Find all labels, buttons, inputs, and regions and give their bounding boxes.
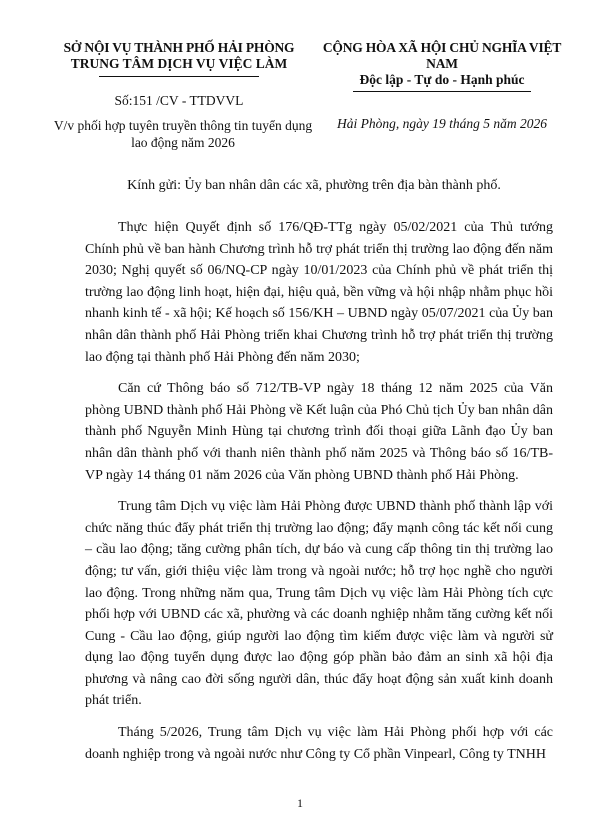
- document-body: [85, 217, 553, 775]
- subject-line-2: lao động năm 2026: [131, 135, 235, 150]
- document-subject: [44, 117, 322, 151]
- recipient-greeting: Kính gửi: Ủy ban nhân dân các xã, phường trên địa bàn thành phố.: [127, 178, 501, 193]
- national-title-block: [314, 40, 570, 92]
- national-motto: Độc lập - Tự do - Hạnh phúc: [359, 72, 525, 87]
- body-paragraph-2: Căn cứ Thông báo số 712/TB-VP ngày 18 tháng 12 năm 2025 của Văn phòng UBND thành phố Hải Phòng về Kết luận của Phó Chủ tịch Ủy ban nhân dân thành phố Nguyễn Minh Hùng tại chương trình đối thoại giữa Lãnh đạo Ủy ban nhân dân thành phố với thanh niên thành phố năm 2025 và Thông báo số 16/TB-VP ngày 14 tháng 01 năm 2026 của Văn phòng UBND thành phố Hải Phòng.: [85, 381, 553, 483]
- body-paragraph-1: Thực hiện Quyết định số 176/QĐ-TTg ngày 05/02/2021 của Thủ tướng Chính phủ về ban hành Chương trình hỗ trợ phát triển thị trường lao động đến năm 2030; Nghị quyết số 06/NQ-CP ngày 10/01/2023 của Chính phủ về phát triển thị trường lao động linh hoạt, hiện đại, hiệu quả, bền vững và hội nhập nhằm phục hồi nhanh kinh tế - xã hội; Kế hoạch số 156/KH – UBND ngày 05/07/2021 của Ủy ban nhân dân thành phố Hải Phòng triển khai Chương trình hỗ trợ phát triển thị trường lao động tại thành phố Hải Phòng đến năm 2030;: [85, 220, 553, 365]
- motto-underline: [353, 91, 531, 92]
- place-and-date: Hải Phòng, ngày 19 tháng 5 năm 2026: [337, 116, 547, 131]
- page-number: 1: [297, 796, 303, 810]
- issuing-agency-block: [44, 40, 314, 77]
- document-number: Số:151 /CV - TTDVVL: [114, 93, 244, 108]
- agency-underline: [99, 76, 259, 77]
- body-paragraph-3: Trung tâm Dịch vụ việc làm Hải Phòng được UBND thành phố thành lập với chức năng thúc đẩy phát triển thị trường lao động; đẩy mạnh công tác kết nối cung – cầu lao động; tăng cường phân tích, dự báo và cung cấp thông tin thị trường lao động; tư vấn, giới thiệu việc làm trong và ngoài nước; hỗ trợ học nghề cho người lao động. Trong những năm qua, Trung tâm Dịch vụ việc làm Hải Phòng tích cực phối hợp với UBND các xã, phường và các doanh nghiệp nhằm tăng cường kết nối Cung - Cầu lao động, giúp người lao động tìm kiếm được việc làm và người sử dụng lao động tuyển dụng được lao động góp phần bảo đảm an sinh xã hội địa phương và nâng cao đời sống người dân, thúc đẩy hoạt động sản xuất kinh doanh phát triển.: [85, 499, 553, 709]
- parent-agency-name: SỞ NỘI VỤ THÀNH PHỐ HẢI PHÒNG: [63, 40, 295, 55]
- issuing-agency-name: TRUNG TÂM DỊCH VỤ VIỆC LÀM: [70, 56, 288, 71]
- body-paragraph-4: Tháng 5/2026, Trung tâm Dịch vụ việc làm Hải Phòng phối hợp với các doanh nghiệp trong và ngoài nước như Công ty Cổ phần Vinpearl, Công ty TNHH: [85, 725, 553, 762]
- subject-line-1: V/v phối hợp tuyên truyền thông tin tuyển dụng: [53, 118, 313, 133]
- national-title: CỘNG HÒA XÃ HỘI CHỦ NGHĨA VIỆT NAM: [322, 40, 562, 71]
